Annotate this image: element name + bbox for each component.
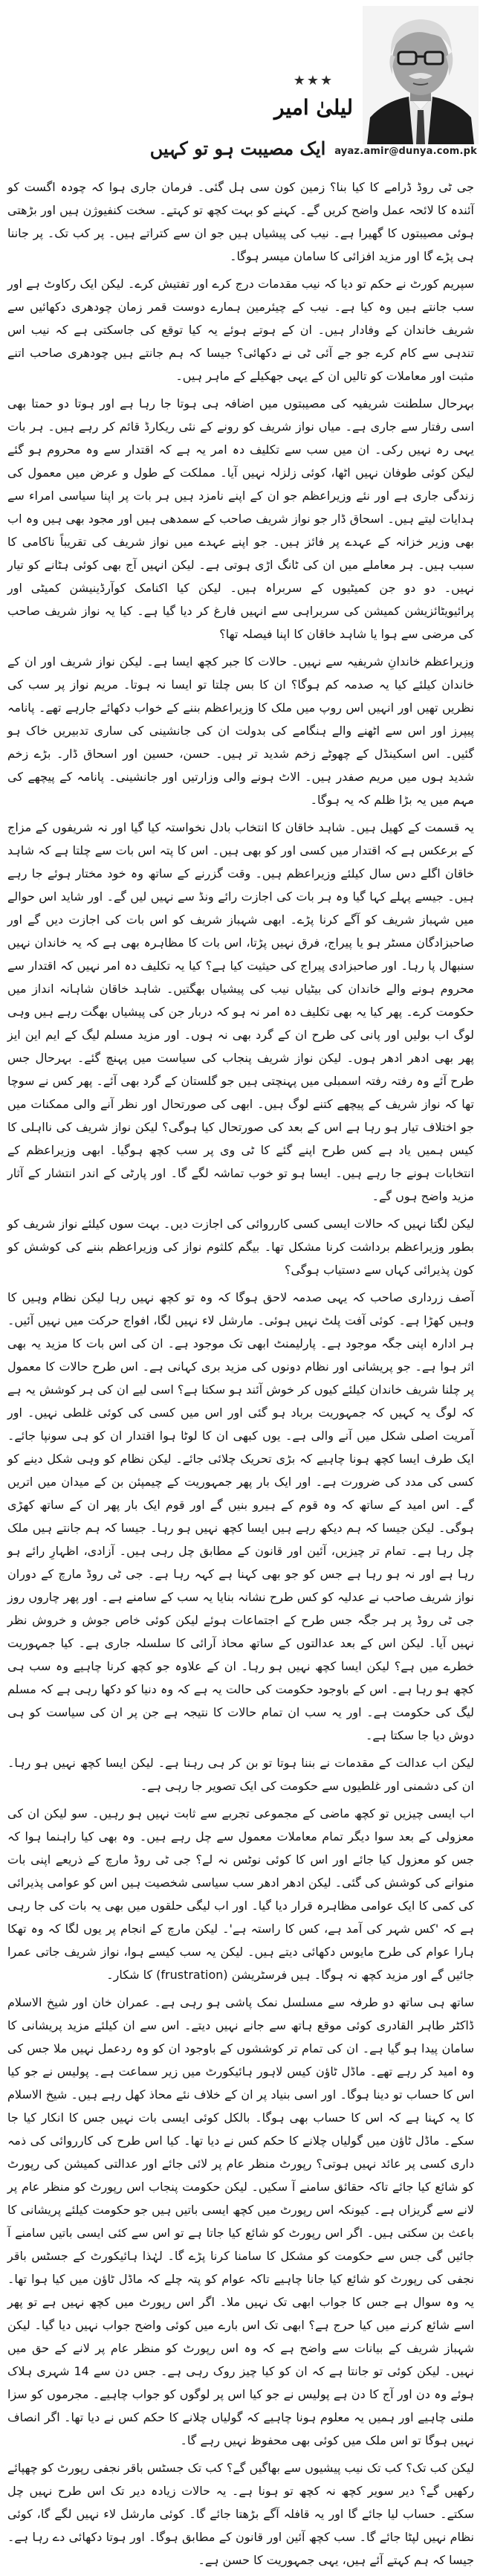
author-email[interactable]: ayaz.amir@dunya.com.pk <box>334 146 477 157</box>
paragraph: بہرحال سلطنت شریفیہ کی مصیبتوں میں اضافہ ہی ہوتا جا رہا ہے اور ہوتا دو حمتا بھی اسی رفتار سے جاری ہے۔ میاں نواز شریف کو رونے کے نئی ریکارڈ قائم کر رہے ہیں۔ ہر بات یہی رہ نہیں رکی۔ ان میں سب سے تکلیف دہ امر یہ ہے کہ اقتدار سے وہ محروم ہو گئے لیکن کوئی طوفان نہیں اٹھا، کوئی زلزلہ نہیں آیا۔ مملکت کے طول و عرض میں معمول کی زندگی جاری ہے اور نئے وزیراعظم جو ان کے اپنے نامزد ہیں ہر بات پر اپنا سیاسی امراء سے ہدایات لیتے ہیں۔ اسحاق ڈار جو نواز شریف صاحب کے سمدھی ہیں اور مجود بھی ہیں وہ اب بھی وزیر خزانہ کے عہدے پر فائز ہیں۔ جو اپنے عہدے میں نواز شریف کی تقریباً ناکامی کا سبب ہیں۔ ہر معاملے میں ان کی ٹانگ اڑی ہوتی ہے۔ لیکن انہیں آج بھی کوئی ہٹانے کو تیار نہیں۔ دو دو جن کمیٹیوں کے سربراہ ہیں۔ لیکن کیا اکنامک کوآرڈینیشن کمیٹی اور پرائیویٹائزیشن کمیشن کی سربراہی سے انہیں فارغ کر دیا گیا ہے۔ کیا یہ نواز شریف صاحب کی مرضی سے ہوا یا شاہد خاقان کا اپنا فیصلہ تھا؟ <box>7 396 474 641</box>
column-header <box>0 0 483 160</box>
byline <box>269 74 358 120</box>
paragraph: لیکن اب عدالت کے مقدمات نے بننا ہوتا تو بن کر ہی رہنا ہے۔ لیکن ایسا کچھ نہیں ہو رہا۔ ان کی دشمنی اور غلطیوں سے حکومت کی ایک تصویر جا رہی ہے۔ <box>7 1756 474 1793</box>
article-body <box>7 176 474 2576</box>
author-portrait <box>363 6 479 144</box>
author-name: لیلیٰ امیر <box>273 95 353 120</box>
author-portrait-drawing <box>363 6 479 144</box>
rating-stars: ★★★ <box>293 73 334 88</box>
paragraph: یہ قسمت کے کھیل ہیں۔ شاہد خاقان کا انتخاب بادل نخواستہ کیا گیا اور نہ شریفوں کے مزاج کے برعکس ہے کہ اقتدار میں کسی اور کو بھی ہیں۔ اس کا پتہ اس بات سے چلتا ہے کہ شاہد خاقان اگلے دس سال کیلئے وزیراعظم ہیں۔ وقت گزرنے کے ساتھ وہ خود مختار ہوئے جا رہے ہیں۔ جیسے پہلے کہا گیا وہ ہر بات کی اجازت رائے ونڈ سے نہیں لیں گے۔ اور شاید اس حوالے میں شہباز شریف کو آگے کرنا پڑے۔ ابھی شہباز شریف کو اس بات کی اجازت دیں گے اور صاحبزادگان مسٹر ہو یا پیراج، فرق نہیں پڑتا، اس بات کا مظاہرہ بھی ہے کہ یہ خاندان نہیں سنبھال پا رہا۔ اور صاحبزادی پیراج کی حیثیت کیا ہے؟ کیا یہ تکلیف دہ امر نہیں کہ اقتدار سے محروم ہونے والے خاندان کی بیٹیاں نیب کی پیشیاں بھگتیں۔ شاہد خاقان شاہانہ انداز میں حکومت کرے۔ پھر کیا یہ بھی تکلیف دہ امر نہ ہو کہ دربار جن کی پیشیاں بھگت رہے ہیں وہی لوگ اب بولیں اور پانی کی طرح ان کے گرد بھی نہ ہوں۔ اور مزید مسلم لیگ کے ایم این ایز پھر بھی ادھر ادھر ہوں۔ لیکن نواز شریف پنجاب کی سیاست میں پہنچ گئے۔ بہرحال جس طرح آئے وہ رفتہ رفتہ اسمبلی میں پہنچتی ہیں جو گلستان کے گرد بھی آئے۔ پھر کس نے سوچا تھا کہ نواز شریف کے پیچھے کتنے لوگ ہیں۔ ابھی کی صورتحال اور نظر آنے والی ممکنات میں جو اختلاف تیار ہو رہا ہے اس کے بعد کی صورتحال کیا ہوگی؟ لیکن نواز شریف کی نااہلی کا کیس ہمیں یاد ہے کس طرح اپنے گئے کا ٹی وی پر سب کچھ ہوگیا۔ ابھی وزیراعظم کے انتخابات ہونے جا رہے ہیں۔ ایسا ہو تو خوب تماشہ لگے گا۔ اور پارٹی کے اندر انتشار کے آثار مزید واضح ہوں گے۔ <box>7 820 474 1203</box>
paragraph: وزیراعظم خاندانِ شریفیہ سے نہیں۔ حالات کا جبر کچھ ایسا ہے۔ لیکن نواز شریف اور ان کے خاندان کیلئے کیا یہ صدمہ کم ہوگا؟ ان کا بس چلتا تو ایسا نہ ہوتا۔ مریم نواز پر سب کی نظریں تھیں اور انہیں اس روپ میں ملک کا وزیراعظم بننے کے خواب دکھائے جارہے تھے۔ پانامہ پیپرز اور اس سے اٹھنے والے ہنگامے کی بدولت ان کی جانشینی کی ساری تدبیریں خاک ہو گئیں۔ اس اسکینڈل کے چھوٹے زخم شدید تر ہیں۔ حسن، حسین اور اسحاق ڈار۔ بڑے زخم شدید ہوں میں مریم صفدر ہیں۔ الاٹ ہونے والی وزارتیں اور جانشینی۔ پانامہ کے پیچھے کی مہم میں یہ بڑا ظلم کہ یہ ہوگا۔ <box>7 654 474 807</box>
paragraph: آصف زرداری صاحب کہ یہی صدمہ لاحق ہوگا کہ وہ تو کچھ نہیں رہا لیکن نظام وہیں کا وہیں کھڑا ہے۔ کوئی آفت پلٹ نہیں ہوئی۔ مارشل لاء نہیں لگا، افواج حرکت میں نہیں آئیں۔ ہر ادارہ اپنی جگہ موجود ہے۔ پارلیمنٹ ابھی تک موجود ہے۔ ان کی اس بات کا مزید یہ بھی اثر ہوا ہے۔ جو پریشانی اور نظام دونوں کی مزید بری کہانی ہے۔ اس طرح حالات کا معمول پر چلنا شریف خاندان کیلئے کیوں کر خوش آئند ہو سکتا ہے؟ اسی لیے ان کی ہر کوشش یہ ہے کہ لوگ یہ کہیں کہ جمہوریت برباد ہو گئی اور اس میں کسی کی کوئی غلطی نہیں۔ اور آمریت اصلی شکل میں آنے والی ہے۔ یوں کبھی ان کا لوٹا ہوا اقتدار ان کو ہی سونپا جائے۔ ایک طرف ایسا کچھ ہونا چاہیے کہ بڑی تحریک چلائی جائے۔ لیکن نظام کو وہی شکل دینے کو کسی کی مدد کی ضرورت ہے۔ اور ایک بار پھر جمہوریت کے چیمپئن بن کے میدان میں اتریں گے۔ اس امید کے ساتھ کہ وہ قوم کے ہیرو بنیں گے اور قوم ایک بار پھر ان کے ساتھ کھڑی ہوگی۔ لیکن جیسا کہ ہم دیکھ رہے ہیں ایسا کچھ نہیں ہو رہا۔ جیسا کہ ہم جانتے ہیں ملک چل رہا ہے۔ تمام تر چیزیں، آئین اور قانون کے مطابق چل رہی ہیں۔ آزادی، اظہارِ رائے ہو رہا ہے اور نہ ہو رہا ہے جس کو جو بھی کہنا ہے کہہ رہا ہے۔ جی ٹی روڈ مارچ کے دوران نواز شریف صاحب نے عدلیہ کو کس طرح نشانہ بنایا یہ سب کے سامنے ہے۔ اور پھر چاروں روز جی ٹی روڈ پر ہر جگہ جس طرح کے اجتماعات ہوئے لیکن کوئی خاص جوش و خروش نظر نہیں آیا۔ لیکن اس کے بعد عدالتوں کے ساتھ محاذ آرائی کا سلسلہ جاری ہے۔ کیا جمہوریت خطرے میں ہے؟ لیکن ایسا کچھ نہیں ہو رہا۔ ان کے علاوہ جو کچھ کرنا چاہیے وہ سب ہی کچھ ہو رہا ہے۔ اس کے باوجود حکومت کی حالت یہ ہے کہ وہ دنیا کو دکھا رہی ہے کہ مسلم لیگ کی حکومت ہے۔ اور یہ سب ان تمام حالات کا نتیجہ ہے جن پر ان کی سیاست کو ہی دوش دیا جا سکتا ہے۔ <box>7 1290 474 1742</box>
paragraph: سپریم کورٹ نے حکم تو دیا کہ نیب مقدمات درج کرے اور تفتیش کرے۔ لیکن ایک رکاوٹ ہے اور سب جانتے ہیں وہ کیا ہے۔ نیب کے چیئرمین ہمارے دوست قمر زمان چودھری دکھائیں سے شریف خاندان کے وفادار ہیں۔ ان کے ہوتے ہوئے یہ کیا توقع کی جاسکتی ہے کہ نیب اس تندہی سے کام کرے جو جے آئی ٹی نے دکھائی؟ جیسا کہ ہم جانتے ہیں چودھری صاحب اتنے مثبت اور معاملات کو تالیں ان کے یہی جھکیلے کے ماہر ہیں۔ <box>7 277 474 383</box>
paragraph: لیکن لگتا نہیں کہ حالات ایسی کسی کارروائی کی اجازت دیں۔ بہت سوں کیلئے نواز شریف کو بطور وزیراعظم برداشت کرنا مشکل تھا۔ بیگم کلثوم نواز کی وزیراعظم بننے کی کوشش کو کون پذیرائی کہاں سے دستیاب ہوگی؟ <box>7 1217 474 1277</box>
paragraph: ساتھ ہی ساتھ دو طرفہ سے مسلسل نمک پاشی ہو رہی ہے۔ عمران خان اور شیخ الاسلام ڈاکٹر طاہر القادری کوئی موقع ہاتھ سے جانے نہیں دیتے۔ اس سے ان کیلئے مزید پریشانی کا سامان پیدا ہو گیا ہے۔ ان کی تمام تر کوششوں کے باوجود ان کو وہ ردعمل نہیں ملا جس کی وہ امید کر رہے تھے۔ ماڈل ٹاؤن کیس لاہور ہائیکورٹ میں زیر سماعت ہے۔ پولیس نے جو کیا اس کا حساب تو دینا ہوگا۔ اور اسی بنیاد پر ان کے خلاف نئے محاذ کھل رہے ہیں۔ شیخ الاسلام کا یہ کہنا ہے کہ اس کا حساب بھی ہوگا۔ بالکل کوئی ایسی بات نہیں جس کا انکار کیا جا سکے۔ ماڈل ٹاؤن میں گولیاں چلانے کا حکم کس نے دیا تھا۔ کیا اس طرح کی کارروائی کی ذمہ داری کسی پر عائد نہیں ہوتی؟ رپورٹ منظر عام پر لائی جائے اور عدالتی کمیشن کی رپورٹ کو شائع کیا جائے تاکہ حقائق سامنے آ سکیں۔ لیکن حکومت پنجاب اس رپورٹ کو منظر عام پر لانے سے گریزاں ہے۔ کیونکہ اس رپورٹ میں کچھ ایسی باتیں ہیں جو حکومت کیلئے پریشانی کا باعث بن سکتی ہیں۔ اگر اس رپورٹ کو شائع کیا جاتا ہے تو اس سے کئی ایسی باتیں سامنے آ جائیں گی جس سے حکومت کو مشکل کا سامنا کرنا پڑے گا۔ لہٰذا ہائیکورٹ کے جسٹس باقر نجفی کی رپورٹ کو شائع کیا جانا چاہیے تاکہ عوام کو پتہ چلے کہ ماڈل ٹاؤن میں کیا ہوا تھا۔ یہ وہ سوال ہے جس کا جواب ابھی تک نہیں ملا۔ اگر اس رپورٹ میں کچھ نہیں ہے تو پھر اسے شائع کرنے میں کیا حرج ہے؟ ابھی تک اس بارے میں کوئی واضح جواب نہیں دیا گیا۔ لیکن شہباز شریف کے بیانات سے واضح ہے کہ وہ اس رپورٹ کو منظر عام پر لانے کے حق میں نہیں۔ لیکن کوئی تو جانتا ہے کہ ان کو کیا چیز روک رہی ہے۔ جس دن سے 14 شہری ہلاک ہوئے وہ دن اور آج کا دن ہے پولیس نے جو کیا اس پر لوگوں کو جواب چاہیے۔ مجرموں کو سزا ملنی چاہیے اور ہمیں یہ معلوم ہونا چاہیے کہ گولیاں چلانے کا حکم کس نے دیا تھا۔ اگر انصاف نہیں ہوگا تو اس ملک میں کوئی بھی محفوظ نہیں رہے گا۔ <box>7 1995 475 2447</box>
article-title: ایک مصیبت ہو تو کہیں <box>149 138 326 160</box>
paragraph: لیکن کب تک؟ کب تک نیب پیشیوں سے بھاگیں گے؟ کب تک جسٹس باقر نجفی رپورٹ کو چھپائے رکھیں گے؟ دیر سویر کچھ نہ کچھ تو ہونا ہے۔ یہ حالات زیادہ دیر تک اس طرح نہیں چل سکتے۔ حساب لیا جائے گا اور یہ قافلہ آگے بڑھتا جائے گا۔ کوئی مارشل لاء نہیں لگے گا، کوئی نظام نہیں لپٹا جائے گا۔ سب کچھ آئین اور قانون کے مطابق ہوگا۔ اور ہوتا دکھائی دے رہا ہے۔ جیسا کہ ہم کہتے آئے ہیں، یہی جمہوریت کا حسن ہے۔ <box>7 2461 474 2567</box>
paragraph: اب ایسی چیزیں تو کچھ ماضی کے مجموعی تجربے سے ثابت نہیں ہو رہیں۔ سو لیکن ان کی معزولی کے بعد سوا دیگر تمام معاملات معمول سے چل رہے ہیں۔ وہ بھی کیا راہنما ہوا کہ جس کو معزول کیا جائے اور اس کا کوئی نوٹس نہ لے؟ جی ٹی روڈ مارچ کے ذریعے اپنی بات منوانے کی کوشش کی گئی۔ لیکن ادھر ادھر سب سیاسی شخصیت ہیں اس کو عوامی پذیرائی کی کمی کا ایک عوامی مظاہرہ قرار دیا گیا۔ اور اب لیگی حلقوں میں بھی یہ بات کی جا رہی ہے کہ 'کس شہر کی آمد ہے، کس کا راستہ ہے'۔ لیکن مارچ کے انجام پر یوں لگا کہ وہ تھکا ہارا عوام کی طرح مایوس دکھائی دیتے ہیں۔ لیکن یہ سب کیسے ہوا، نواز شریف جاتی عمرا جائیں گے اور مزید کچھ نہ ہوگا۔ ہیں فرسٹریشن (frustration) کا شکار۔ <box>7 1806 474 1982</box>
paragraph: جی ٹی روڈ ڈرامے کا کیا بنا؟ زمین کون سی ہل گئی۔ فرمان جاری ہوا کہ چودہ اگست کو آئندہ کا لائحہ عمل واضح کریں گے۔ کہنے کو بہت کچھ تو کہتے۔ سخت کنفیوژن ہیں اور بڑھتی ہوئی مصیبتوں کا گھیرا ہے۔ نیب کی پیشیاں ہیں جو ان سے کتراتے ہیں۔ پر کب تک۔ پر جاننا ہی پڑے گا اور مزید افزائی کا سامان میسر ہوگا۔ <box>7 180 474 263</box>
